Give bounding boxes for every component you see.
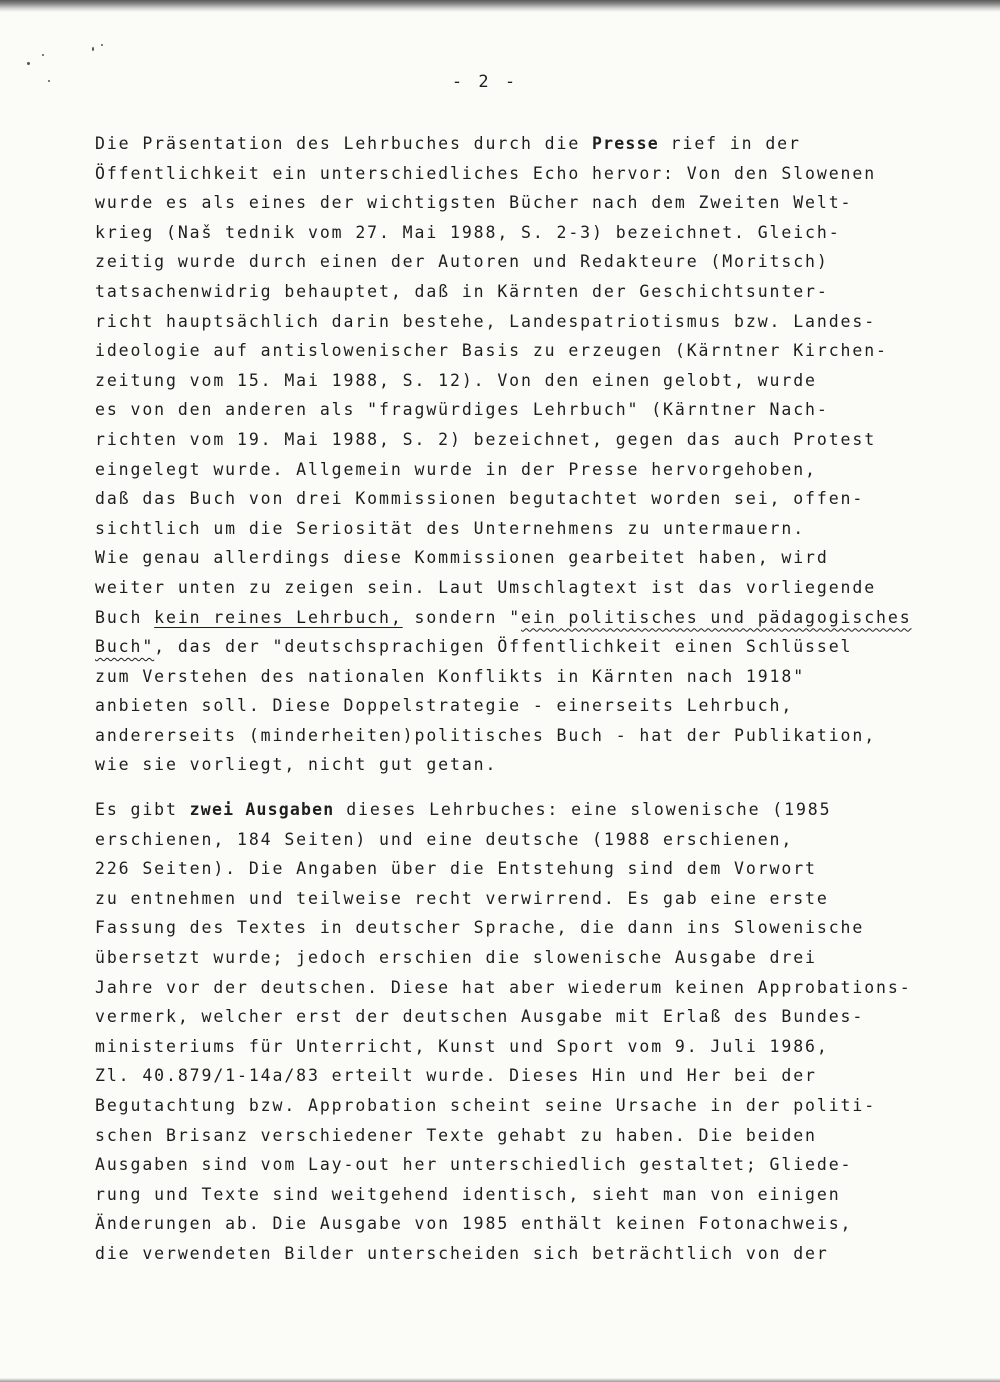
text-line [95,603,955,633]
text-line: andererseits (minderheiten)politisches Buch - hat der Publikation, [95,725,877,745]
paragraph-press-reception [95,129,955,780]
text-line: Jahre vor der deutschen. Diese hat aber wiederum keinen Approbations- [95,977,912,997]
text-line: daß das Buch von drei Kommissionen begutachtet worden sei, offen- [95,489,865,509]
text-line: krieg (Naš tednik vom 27. Mai 1988, S. 2-3) bezeichnet. Gleich- [95,222,841,242]
bold-presse: Presse [592,134,659,153]
text-line: übersetzt wurde; jedoch erschien die slowenische Ausgabe drei [95,947,817,967]
page-number: - 2 - [451,72,519,92]
text-line: zu entnehmen und teilweise recht verwirrend. Es gab eine erste [95,888,829,908]
text-line: Öffentlichkeit ein unterschiedliches Echo hervor: Von den Slowenen [95,163,877,183]
text-line: wurde es als eines der wichtigsten Bücher nach dem Zweiten Welt- [95,193,853,213]
text-line: erschienen, 184 Seiten) und eine deutsche (1988 erschienen, [95,829,794,849]
scan-top-edge [0,0,1000,12]
scan-bottom-edge [0,1378,1000,1382]
text-segment: Die Präsentation des Lehrbuches durch die [95,134,593,153]
text-line: zeitig wurde durch einen der Autoren und Redakteure (Moritsch) [95,252,829,272]
text-line [95,129,955,159]
text-line: es von den anderen als "fragwürdiges Lehrbuch" (Kärntner Nach- [95,400,829,420]
text-line: weiter unten zu zeigen sein. Laut Umschlagtext ist das vorliegende [95,577,877,597]
text-line: eingelegt wurde. Allgemein wurde in der Presse hervorgehoben, [95,459,817,479]
wavy-underlined-phrase: ein politisches und pädagogisches [521,607,912,627]
text-line: schen Brisanz verschiedener Texte gehabt zu haben. Die beiden [95,1125,817,1145]
text-line: vermerk, welcher erst der deutschen Ausgabe mit Erlaß des Bundes- [95,1007,865,1027]
text-line: anbieten soll. Diese Doppelstrategie - einerseits Lehrbuch, [95,696,794,716]
text-line: Fassung des Textes in deutscher Sprache, die dann ins Slowenische [95,918,865,938]
text-line: wie sie vorliegt, nicht gut getan. [95,755,498,775]
text-line [95,632,955,662]
wavy-underlined-buch: Buch" [95,637,155,657]
text-line: sichtlich um die Seriosität des Unternehmens zu untermauern. [95,518,806,538]
text-line: richt hauptsächlich darin bestehe, Landespatriotismus bzw. Landes- [95,311,877,331]
scan-speck [27,62,30,65]
paragraph-two-editions [95,795,955,1269]
text-line: richten vom 19. Mai 1988, S. 2) bezeichnet, gegen das auch Protest [95,429,877,449]
text-line: rung und Texte sind weitgehend identisch, sieht man von einigen [95,1184,841,1204]
text-line: zeitung vom 15. Mai 1988, S. 12). Von den einen gelobt, wurde [95,370,817,390]
bold-zwei-ausgaben: zwei Ausgaben [189,800,335,819]
scan-speck [92,47,94,51]
text-segment: Buch [95,607,155,627]
text-line: Begutachtung bzw. Approbation scheint seine Ursache in der politi- [95,1095,877,1115]
text-segment: , das der "deutschsprachigen Öffentlichkeit einen Schlüssel [154,637,853,657]
text-line: ministeriums für Unterricht, Kunst und Sport vom 9. Juli 1986, [95,1036,829,1056]
scan-speck [101,44,103,46]
scan-speck [42,54,44,56]
text-line: Ausgaben sind vom Lay-out her unterschiedlich gestaltet; Gliede- [95,1155,853,1175]
underlined-kein-reines-lehrbuch: kein reines Lehrbuch, [154,607,403,627]
text-segment: sondern " [402,607,522,627]
text-line: ideologie auf antislowenischer Basis zu erzeugen (Kärntner Kirchen- [95,341,888,361]
text-segment: rief in der [658,134,801,153]
text-line: 226 Seiten). Die Angaben über die Entstehung sind dem Vorwort [95,859,817,879]
text-line: die verwendeten Bilder unterscheiden sich beträchtlich von der [95,1243,829,1263]
text-segment: Es gibt [95,800,190,819]
text-line: Änderungen ab. Die Ausgabe von 1985 enthält keinen Fotonachweis, [95,1214,853,1234]
text-segment: dieses Lehrbuches: eine slowenische (1985 [334,800,832,819]
text-line [95,795,955,825]
text-line: tatsachenwidrig behauptet, daß in Kärnten der Geschichtsunter- [95,281,829,301]
text-line: Wie genau allerdings diese Kommissionen gearbeitet haben, wird [95,548,829,568]
text-line: zum Verstehen des nationalen Konflikts in Kärnten nach 1918" [95,666,806,686]
text-line: Zl. 40.879/1-14a/83 erteilt wurde. Dieses Hin und Her bei der [95,1066,817,1086]
